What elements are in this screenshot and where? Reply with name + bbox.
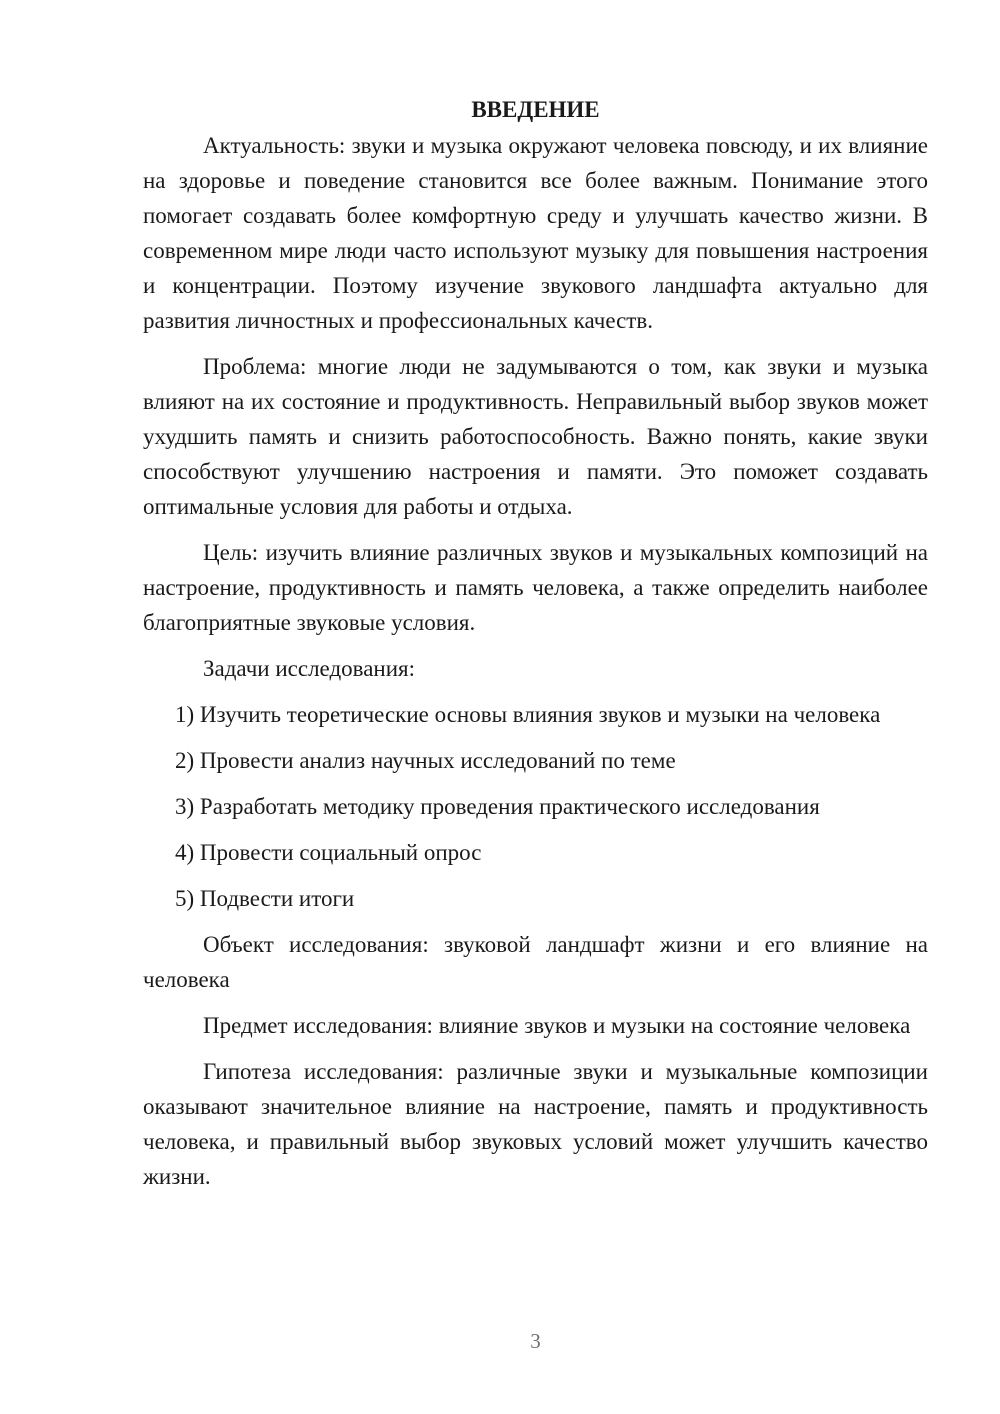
task-item: 3) Разработать методику проведения практического исследования — [175, 794, 820, 819]
document-page — [143, 92, 928, 1205]
object-paragraph: Объект исследования: звуковой ландшафт жизни и его влияние на человека — [143, 932, 928, 992]
task-item: 4) Провести социальный опрос — [175, 840, 482, 865]
problem-paragraph: Проблема: многие люди не задумываются о том, как звуки и музыка влияют на их состояние и продуктивность. Неправильный выбор звуков может ухудшить память и снизить работоспособность. Важно понять, какие звуки способствуют улучшению настроения и памяти. Это поможет создавать оптимальные условия для работы и отдыха. — [143, 354, 928, 519]
hypothesis-paragraph: Гипотеза исследования: различные звуки и музыкальные композиции оказывают значительное влияние на настроение, память и продуктивность человека, и правильный выбор звуковых условий может улучшить качество жизни. — [143, 1059, 928, 1189]
page-title: ВВЕДЕНИЕ — [471, 97, 600, 122]
goal-paragraph: Цель: изучить влияние различных звуков и музыкальных композиций на настроение, продуктивность и память человека, а также определить наиболее благоприятные звуковые условия. — [143, 540, 928, 635]
task-item: 2) Провести анализ научных исследований по теме — [175, 748, 676, 773]
task-item: 5) Подвести итоги — [175, 886, 355, 911]
page-number: 3 — [530, 1329, 541, 1353]
relevance-paragraph: Актуальность: звуки и музыка окружают человека повсюду, и их влияние на здоровье и поведение становится все более важным. Понимание этого помогает создавать более комфортную среду и улучшать качество жизни. В современном мире люди часто используют музыку для повышения настроения и концентрации. Поэтому изучение звукового ландшафта актуально для развития личностных и профессиональных качеств. — [143, 133, 928, 333]
task-item: 1) Изучить теоретические основы влияния звуков и музыки на человека — [175, 702, 881, 727]
subject-paragraph: Предмет исследования: влияние звуков и музыки на состояние человека — [203, 1013, 911, 1038]
tasks-list — [143, 697, 928, 916]
tasks-heading: Задачи исследования: — [203, 656, 416, 681]
